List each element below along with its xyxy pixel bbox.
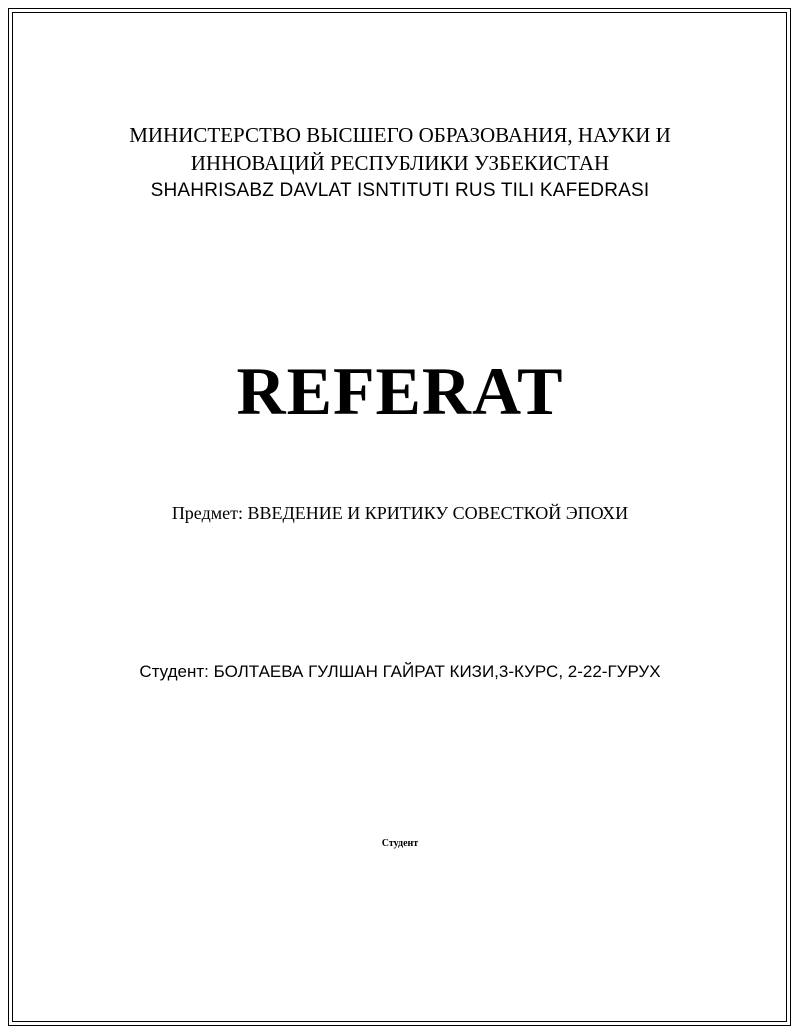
ministry-line-1: МИНИСТЕРСТВО ВЫСШЕГО ОБРАЗОВАНИЯ, НАУКИ И <box>129 123 671 147</box>
student-info-line: Студент: БОЛТАЕВА ГУЛШАН ГАЙРАТ КИЗИ,3-КУРС, 2-22-ГУРУХ <box>139 662 661 681</box>
student-footer-label: Студент <box>381 838 419 849</box>
ministry-line-2: ИННОВАЦИЙ РЕСПУБЛИКИ УЗБЕКИСТАН <box>190 151 610 175</box>
institute-department-line: SHAHRISABZ DAVLAT ISNTITUTI RUS TILI KAFEDRASI <box>150 180 650 201</box>
document-title: REFERAT <box>236 353 564 429</box>
institution-header <box>0 121 800 205</box>
subject-line: Предмет: ВВЕДЕНИЕ И КРИТИКУ СОВЕСТКОЙ ЭПОХИ <box>171 503 629 523</box>
